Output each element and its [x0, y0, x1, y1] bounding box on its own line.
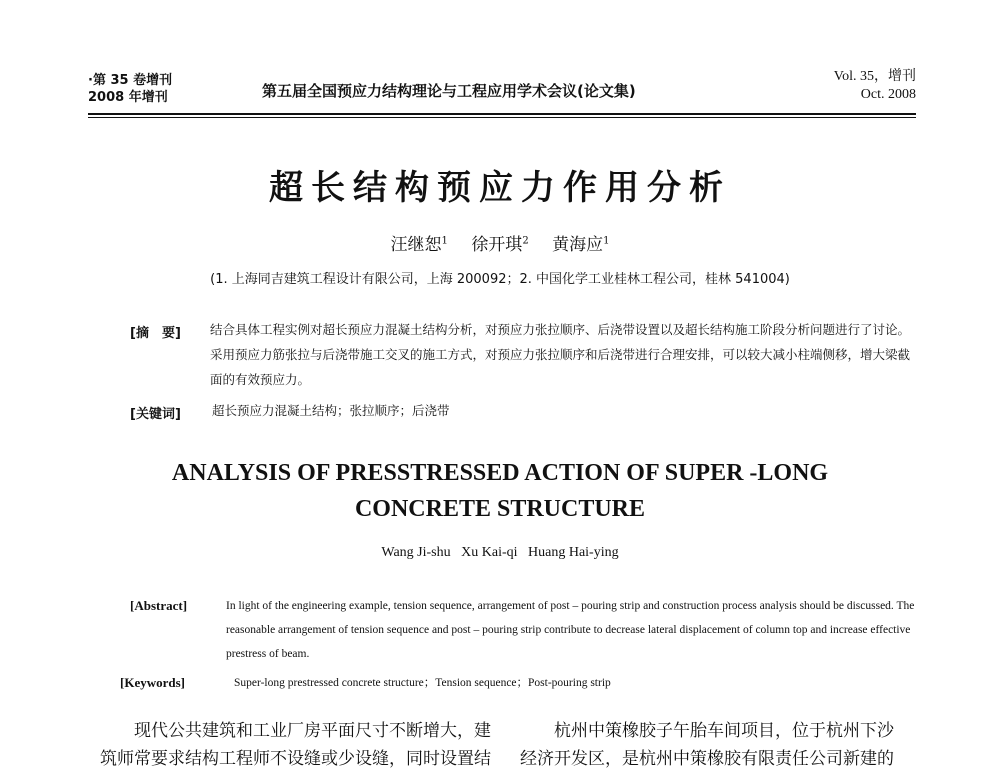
- affiliation-mark: 1: [441, 235, 448, 247]
- body-column-left: [100, 717, 505, 773]
- paper-title-cn: 超长结构预应力作用分析: [269, 168, 731, 208]
- header-divider: [88, 113, 916, 115]
- author-name: 汪继恕: [390, 235, 442, 255]
- paper-title-en: [0, 455, 1000, 527]
- authors-cn: [0, 230, 1000, 255]
- body-line: 现代公共建筑和工业厂房平面尺寸不断增大，建: [100, 721, 491, 741]
- header-divider-thin: [88, 117, 916, 118]
- journal-volume-en-line1: Vol. 35，增刊: [833, 69, 916, 84]
- paper-title-en-line1: ANALYSIS OF PRESSTRESSED ACTION OF SUPER -LONG: [171, 460, 829, 486]
- abstract-en-text: In light of the engineering example, tension sequence, arrangement of post – pouring strip and construction process analysis should be discussed. The reasonable arrangement of tension sequence and post – pouring strip contribute to decrease lateral displacement of column top and increase effective prestress of beam.: [226, 600, 915, 660]
- abstract-cn-label: [摘 要]: [130, 326, 181, 341]
- keywords-en-label: [Keywords]: [120, 675, 185, 690]
- affiliation-mark: 1: [603, 235, 610, 247]
- abstract-cn-text: 结合具体工程实例对超长预应力混凝土结构分析，对预应力张拉顺序、后浇带设置以及超长结构施工阶段分析问题进行了讨论。采用预应力筋张拉与后浇带施工交叉的施工方式，对预应力张拉顺序和后浇带进行合理安排，可以较大减小柱端侧移，增大梁截面的有效预应力。: [210, 322, 911, 387]
- body-line: 筑师常要求结构工程师不设缝或少设缝，同时设置结: [100, 749, 491, 769]
- paper-title-en-line2: CONCRETE STRUCTURE: [354, 496, 646, 522]
- affiliation-mark: 2: [522, 235, 529, 247]
- keywords-cn-label: [关键词]: [130, 407, 181, 422]
- author-name: 黄海应: [552, 235, 604, 255]
- body-line: 经济开发区，是杭州中策橡胶有限责任公司新建的: [520, 749, 894, 769]
- authors-en: Wang Ji-shu Xu Kai-qi Huang Hai-ying: [381, 545, 619, 560]
- body-column-right: [520, 717, 930, 773]
- body-line: 杭州中策橡胶子午胎车间项目，位于杭州下沙: [520, 721, 894, 741]
- journal-volume-line1: ·第 35 卷增刊: [88, 73, 173, 88]
- journal-volume-line2: 2008 年增刊: [88, 90, 168, 105]
- proceedings-title: 第五届全国预应力结构理论与工程应用学术会议(论文集): [262, 82, 636, 100]
- abstract-en-label: [Abstract]: [130, 598, 188, 613]
- journal-date-en: Oct. 2008: [860, 87, 916, 102]
- journal-volume-en: [834, 68, 916, 104]
- journal-volume-cn: [88, 72, 172, 106]
- author-name: 徐开琪: [471, 235, 523, 255]
- affiliation-cn: (1. 上海同吉建筑工程设计有限公司，上海 200092；2. 中国化学工业桂林工程公司，桂林 541004): [210, 272, 790, 287]
- keywords-cn-text: 超长预应力混凝土结构；张拉顺序；后浇带: [212, 403, 450, 418]
- keywords-en-text: Super-long prestressed concrete structure；Tension sequence；Post-pouring strip: [234, 677, 611, 689]
